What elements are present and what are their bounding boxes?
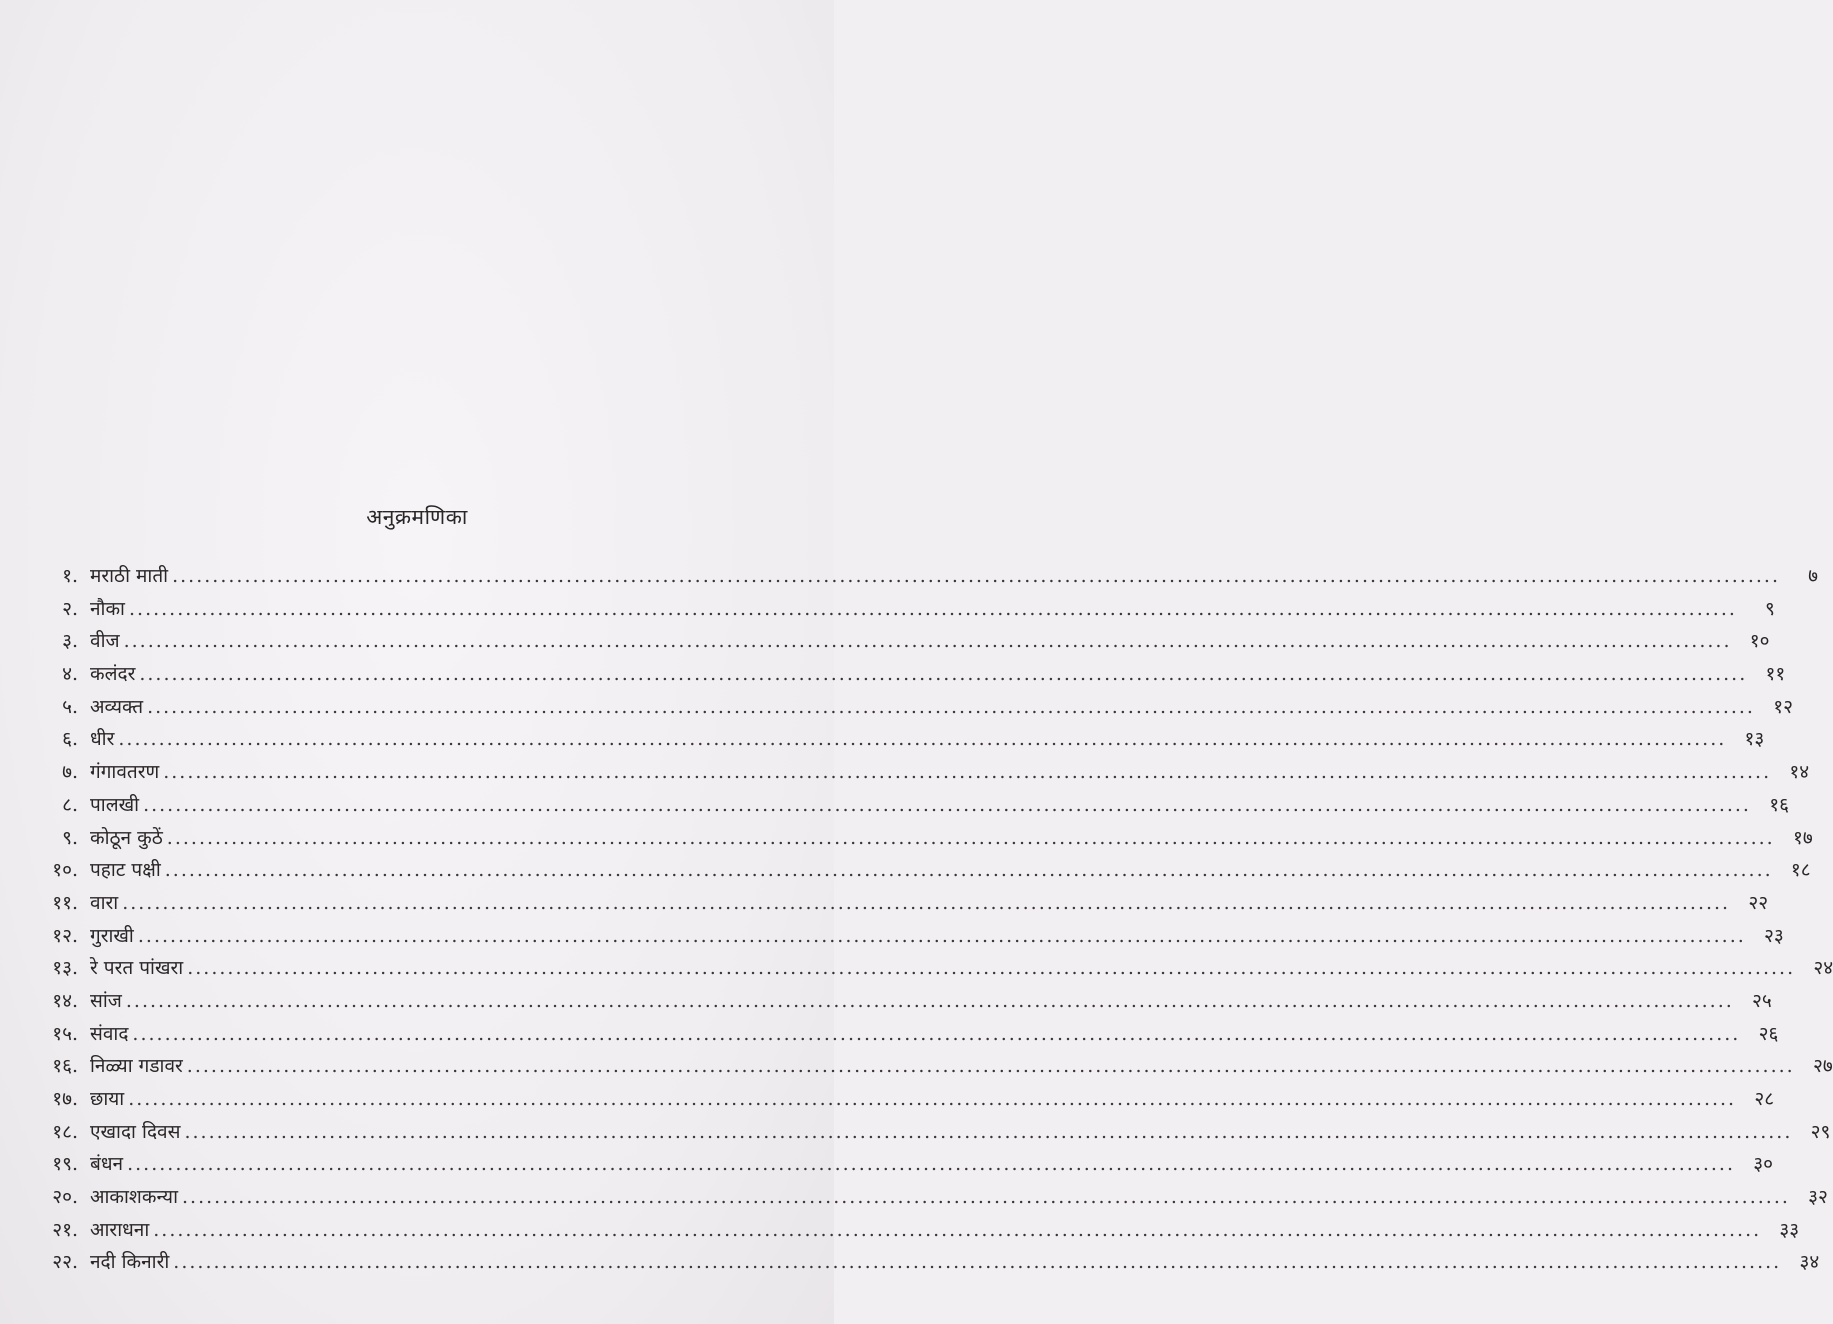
entry-number: १. [62, 565, 78, 587]
dot-leader: ........................................................................................................................................................................................................ [173, 1251, 1782, 1274]
entry-title: निळ्या गडावर [90, 1055, 183, 1078]
entry-page-number: ७ [1808, 565, 1819, 587]
entry-page-number: २९ [1810, 1120, 1831, 1143]
dot-leader: ........................................................................................................................................................................................................ [137, 924, 1746, 947]
dot-leader: ........................................................................................................................................................................................................ [163, 761, 1772, 784]
entry-page-number: १८ [1790, 859, 1811, 882]
entry-page-number: ३० [1753, 1153, 1774, 1176]
entry-title: नदी किनारी [90, 1251, 170, 1274]
entry-title: सांज [90, 989, 122, 1012]
toc-entry [40, 691, 1793, 724]
entry-page-number: ११ [1765, 663, 1786, 686]
entry-number: १८. [52, 1120, 78, 1143]
dot-leader: ........................................................................................................................................................................................................ [122, 891, 1731, 914]
toc-entry [40, 1181, 1828, 1214]
entry-number: १५. [52, 1022, 78, 1045]
entry-page-number: २४ [1813, 957, 1833, 980]
entry-title: आकाशकन्या [90, 1186, 178, 1209]
toc-entry [40, 1246, 1820, 1279]
entry-number: २१. [52, 1218, 78, 1241]
entry-page-number: १२ [1773, 695, 1793, 718]
toc-entry [40, 593, 1775, 626]
dot-leader: ........................................................................................................................................................................................................ [127, 1153, 1736, 1176]
entry-page-number: २२ [1748, 891, 1769, 914]
dot-leader: ........................................................................................................................................................................................................ [118, 728, 1727, 751]
entry-title: वीज [90, 630, 120, 653]
entry-number: ५. [62, 695, 78, 718]
entry-number: ८. [62, 793, 78, 816]
dot-leader: ........................................................................................................................................................................................................ [153, 1218, 1762, 1241]
entry-title: अव्यक्त [90, 695, 144, 718]
entry-title: आराधना [90, 1218, 150, 1241]
entry-number: ६. [62, 728, 78, 751]
entry-page-number: २७ [1812, 1055, 1833, 1078]
dot-leader: ........................................................................................................................................................................................................ [128, 597, 1737, 620]
entry-number: ११. [52, 891, 78, 914]
entry-page-number: ३२ [1808, 1186, 1828, 1209]
entry-page-number: १७ [1792, 826, 1813, 849]
entry-title: धीर [90, 728, 115, 751]
dot-leader: ........................................................................................................................................................................................................ [186, 1055, 1795, 1078]
toc-entry [40, 822, 1813, 855]
entry-title: मराठी माती [90, 565, 169, 587]
entry-number: २२. [52, 1251, 78, 1274]
entry-title: एखादा दिवस [90, 1120, 181, 1143]
toc-entry [40, 789, 1789, 822]
entry-title: नौका [90, 597, 125, 620]
entry-page-number: १३ [1744, 728, 1765, 751]
toc-entry [40, 756, 1810, 789]
toc-entry [40, 625, 1770, 658]
toc-entry [40, 985, 1772, 1018]
entry-number: १०. [52, 859, 78, 882]
entry-title: वारा [90, 891, 119, 914]
dot-leader: ........................................................................................................................................................................................................ [164, 859, 1773, 882]
dot-leader: ........................................................................................................................................................................................................ [166, 826, 1775, 849]
toc-entry [40, 1050, 1833, 1083]
entry-page-number: २८ [1754, 1088, 1775, 1110]
entry-page-number: २५ [1752, 989, 1772, 1012]
entry-number: १४. [52, 989, 78, 1012]
entry-page-number: ३४ [1799, 1251, 1820, 1274]
table-of-contents [40, 560, 1833, 1279]
entry-title: संवाद [90, 1022, 129, 1045]
dot-leader: ........................................................................................................................................................................................................ [147, 695, 1755, 718]
entry-number: ९. [62, 826, 78, 849]
dot-leader: ........................................................................................................................................................................................................ [125, 989, 1734, 1012]
dot-leader: ........................................................................................................................................................................................................ [139, 663, 1748, 686]
entry-page-number: ९ [1765, 597, 1775, 620]
entry-page-number: १४ [1789, 761, 1810, 784]
entry-title: पहाट पक्षी [90, 859, 161, 882]
dot-leader: ........................................................................................................................................................................................................ [143, 793, 1751, 816]
entry-page-number: १० [1749, 630, 1770, 653]
toc-heading: अनुक्रमणिका [366, 505, 468, 529]
entry-title: कोठून कुठें [90, 826, 163, 849]
entry-title: पालखी [90, 793, 140, 816]
entry-title: छाया [90, 1088, 125, 1110]
entry-number: १६. [52, 1055, 78, 1078]
entry-number: १९. [52, 1153, 78, 1176]
entry-number: २०. [52, 1186, 78, 1209]
dot-leader: ........................................................................................................................................................................................................ [123, 630, 1732, 653]
dot-leader: ........................................................................................................................................................................................................ [184, 1120, 1793, 1143]
dot-leader: ........................................................................................................................................................................................................ [128, 1088, 1737, 1110]
entry-page-number: ३३ [1779, 1218, 1800, 1241]
entry-number: २. [62, 597, 78, 620]
toc-entry [40, 1214, 1800, 1247]
entry-number: १३. [52, 957, 78, 980]
toc-entry [40, 1083, 1775, 1116]
toc-entry [40, 1148, 1774, 1181]
entry-title: गंगावतरण [90, 761, 160, 784]
entry-title: रे परत पांखरा [90, 957, 184, 980]
toc-entry [40, 887, 1769, 920]
entry-number: १७. [52, 1088, 78, 1110]
entry-number: १२. [52, 924, 78, 947]
dot-leader: ........................................................................................................................................................................................................ [172, 565, 1781, 587]
toc-entry [40, 560, 1819, 593]
entry-number: ३. [62, 630, 78, 653]
entry-number: ४. [62, 663, 78, 686]
entry-page-number: २६ [1758, 1022, 1779, 1045]
entry-number: ७. [62, 761, 78, 784]
toc-entry [40, 723, 1765, 756]
entry-page-number: १६ [1769, 793, 1789, 816]
dot-leader: ........................................................................................................................................................................................................ [132, 1022, 1741, 1045]
entry-title: बंधन [90, 1153, 124, 1176]
toc-entry [40, 1018, 1779, 1051]
toc-entry [40, 952, 1833, 985]
entry-title: गुराखी [90, 924, 134, 947]
entry-title: कलंदर [90, 663, 136, 686]
dot-leader: ........................................................................................................................................................................................................ [182, 1186, 1790, 1209]
entry-page-number: २३ [1764, 924, 1784, 947]
toc-entry [40, 920, 1784, 953]
dot-leader: ........................................................................................................................................................................................................ [187, 957, 1796, 980]
toc-entry [40, 854, 1811, 887]
toc-entry [40, 658, 1786, 691]
toc-entry [40, 1116, 1831, 1149]
